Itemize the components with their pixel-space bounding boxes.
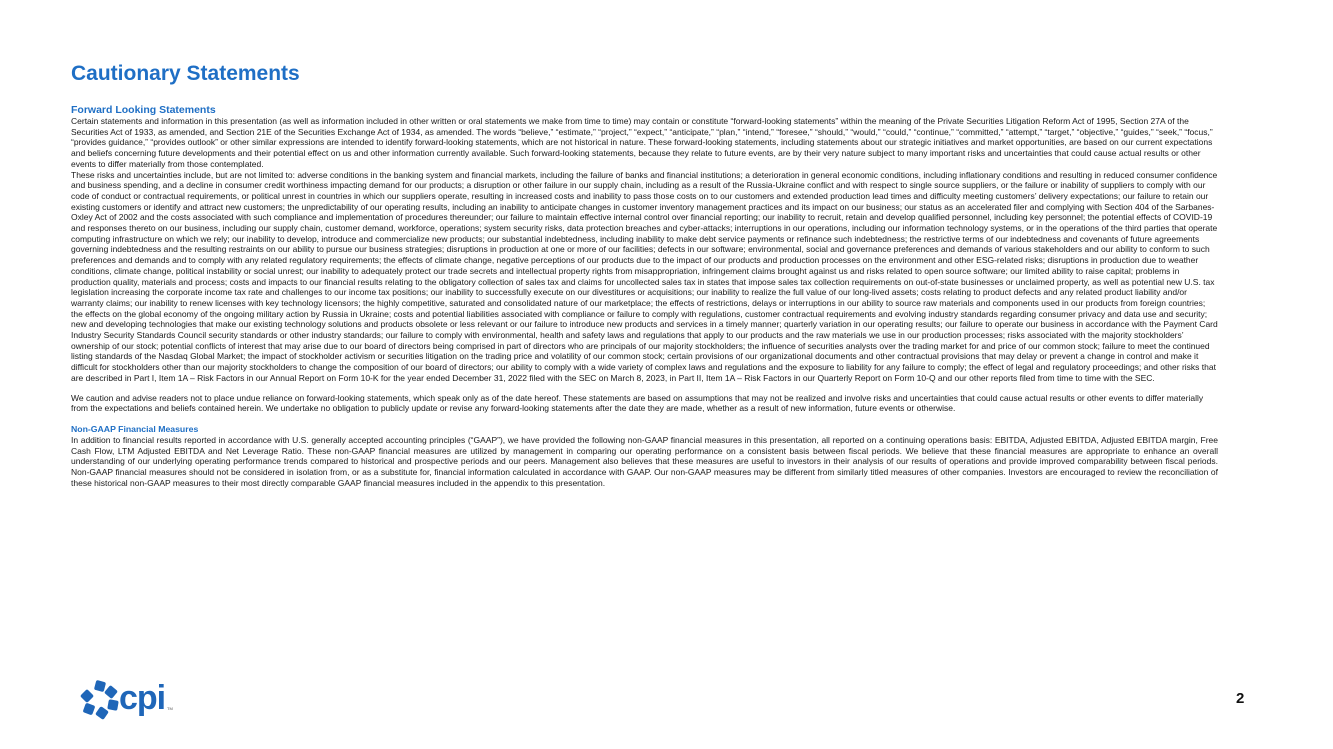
logo-wordmark: cpi — [119, 679, 166, 717]
forward-looking-paragraph-3: We caution and advise readers not to place undue reliance on forward-looking statements, which speak only as of the date hereof. These statements are based on assumptions that may not be realized and involve risks and uncertainties that could cause actual results or other events to differ materially from the expectations and beliefs contained herein. We undertake no obligation to publicly update or revise any forward-looking statements after the date they are made, whether as a result of new information, future events or otherwise. — [71, 392, 1204, 414]
non-gaap-heading: Non-GAAP Financial Measures — [71, 423, 199, 434]
cpi-starburst-logo-icon — [80, 680, 120, 720]
page-number: 2 — [1236, 690, 1245, 707]
page-title: Cautionary Statements — [71, 62, 300, 85]
logo-trademark: TM — [167, 706, 173, 711]
forward-looking-section — [71, 104, 1218, 414]
content-body — [71, 104, 1218, 489]
forward-looking-heading: Forward Looking Statements — [71, 104, 216, 116]
non-gaap-section — [71, 424, 1218, 489]
non-gaap-paragraph: In addition to financial results reported in accordance with U.S. generally accepted accounting principles (“GAAP”), we have provided the following non-GAAP financial measures in this presentation, all reported on a continuing operations basis: EBITDA, Adjusted EBITDA, Adjusted EBITDA margin, Free Cash Flow, LTM Adjusted EBITDA and Net Leverage Ratio. These non-GAAP financial measures are utilized by management in comparing our operating performance on a consistent basis between fiscal periods. We believe that these financial measures are appropriate to enhance an overall understanding of our underlying operating performance trends compared to historical and prospective periods and our peers. Management also believes that these measures are useful to investors in their analysis of our results of operations and provide improved comparability between fiscal periods. Non-GAAP financial measures should not be considered in isolation from, or as a substitute for, financial information calculated in accordance with GAAP. Our non-GAAP measures may be different from similarly titled measures of other companies. Investors are encouraged to review the reconciliation of these historical non-GAAP measures to their most directly comparable GAAP financial measures included in the appendix to this presentation. — [71, 434, 1218, 488]
forward-looking-paragraph-1: Certain statements and information in this presentation (as well as information included in other written or oral statements we make from time to time) may contain or constitute “forward-looking statements” within the meaning of the Private Securities Litigation Reform Act of 1995, Section 27A of the Securities Act of 1933, as amended, and Section 21E of the Securities Exchange Act of 1934, as amended. The words “believe,” “estimate,” “project,” “expect,” “anticipate,” “plan,” “intend,” “foresee,” “should,” “would,” “could,” “continue,” “committed,” “attempt,” “target,” “objective,” “guides,” “seek,” “focus,” “provides guidance,” “provides outlook” or other similar expressions are intended to identify forward-looking statements, which are not historical in nature. These forward-looking statements, including statements about our strategic initiatives and market opportunities, are based on our current expectations and beliefs concerning future developments and their potential effect on us and other information currently available. Such forward-looking statements, because they relate to future events, are by their very nature subject to many important risks and uncertainties that could cause actual results or other events to differ materially from those contemplated. — [71, 116, 1213, 169]
company-logo — [80, 680, 190, 720]
forward-looking-paragraph-2: These risks and uncertainties include, but are not limited to: adverse conditions in the banking system and financial markets, including the failure of banks and financial institutions; a deterioration in general economic conditions, including inflationary conditions and resulting in reduced consumer confidence and business spending, and a decline in consumer credit worthiness impacting demand for our products; a disruption or other failure in our supply chain, including as a result of the Russia-Ukraine conflict and with respect to single source suppliers, or the failure or inability of suppliers to comply with our code of conduct or contractual requirements, or political unrest in countries in which our suppliers operate, resulting in increased costs and inability to pass those costs on to our customers and extended production lead times and difficulty meeting customers’ delivery expectations; our failure to retain our existing customers or identify and attract new customers; the unpredictability of our operating results, including an inability to anticipate changes in customer inventory management practices and its impact on our business; our status as an accelerated filer and complying with Section 404 of the Sarbanes-Oxley Act of 2002 and the costs associated with such compliance and implementation of procedures thereunder; our failure to maintain effective internal control over financial reporting; our inability to recruit, retain and develop qualified personnel, including key personnel; the potential effects of COVID-19 and responses thereto on our business, including our supply chain, customer demand, workforce, operations; system security risks, data protection breaches and cyber-attacks; interruptions in our operations, including our information technology systems, or in the operations of the third parties that operate computing infrastructure on which we rely; our inability to develop, introduce and commercialize new products; our substantial indebtedness, including inability to make debt service payments or refinance such indebtedness; the restrictive terms of our indebtedness and covenants of future agreements governing indebtedness and the resulting restraints on our ability to pursue our business strategies; disruptions in production at one or more of our facilities; defects in our software; environmental, social and governance preferences and demands of various stakeholders and our ability to conform to such preferences and demands and to comply with any related regulatory requirements; the effects of climate change, negative perceptions of our products due to the impact of our products and production processes on the environment and other ESG-related risks; disruptions in production due to weather conditions, climate change, political instability or social unrest; our inability to adequately protect our trade secrets and intellectual property rights from misappropriation, infringement claims brought against us and risks related to open source software; our limited ability to raise capital; problems in production quality, materials and process; costs and impacts to our financial results relating to the obligatory collection of sales tax and claims for uncollected sales tax in states that impose sales tax collection requirements on out-of-state businesses or unclaimed property, as well as potential new U.S. tax legislation increasing the corporate income tax rate and challenges to our income tax positions; our inability to successfully execute on our divestitures or acquisitions; our inability to realize the full value of our long-lived assets; costs relating to product defects and any related product liability and/or warranty claims; our inability to renew licenses with key technology licensors; the highly competitive, saturated and consolidated nature of our marketplace; the effects of restrictions, delays or interruptions in our ability to source raw materials and components used in our products from foreign countries; the effects on the global economy of the ongoing military action by Russia in Ukraine; costs and potential liabilities associated with compliance or failure to comply with regulations, customer contractual requirements and evolving industry standards regarding consumer privacy and data use and security; new and developing technologies that make our existing technology solutions and products obsolete or less relevant or our failure to introduce new products and services in a timely manner; quarterly variation in our operating results; our failure to operate our business in accordance with the Payment Card Industry Security Standards Council security standards or other industry standards; our failure to comply with environmental, health and safety laws and regulations that apply to our products and the raw materials we use in our production processes; risks associated with the majority stockholders’ ownership of our stock; potential conflicts of interest that may arise due to our board of directors being comprised in part of directors who are principals of our majority stockholders; the influence of securities analysts over the trading market for and price of our common stock; failure to meet the continued listing standards of the Nasdaq Global Market; the impact of stockholder activism or securities litigation on the trading price and volatility of our common stock; certain provisions of our organizational documents and other contractual provisions that may delay or prevent a change in control and make it difficult for stockholders other than our majority stockholders to change the composition of our board of directors; our ability to comply with a wide variety of complex laws and regulations and the exposure to liability for any failure to comply; the effect of legal and regulatory proceedings; and other risks that are described in Part I, Item 1A – Risk Factors in our Annual Report on Form 10-K for the year ended December 31, 2022 filed with the SEC on March 8, 2023, in Part II, Item 1A – Risk Factors in our Quarterly Report on Form 10-Q and our other reports filed from time to time with the SEC. — [71, 169, 1218, 383]
